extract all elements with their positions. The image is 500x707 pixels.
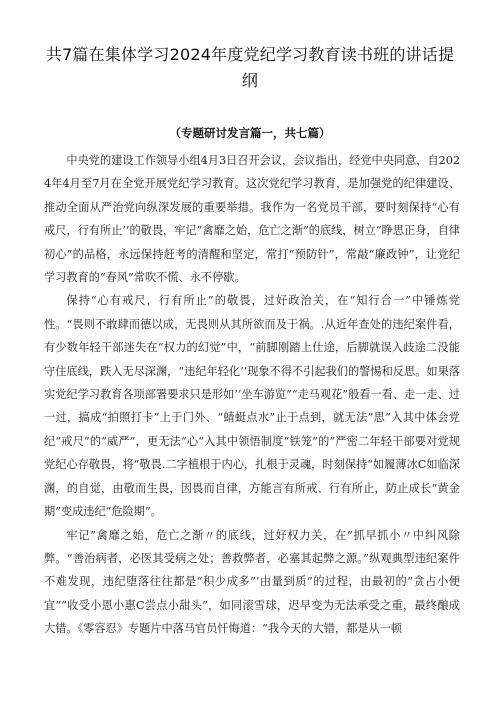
body-paragraph: 保持“心有戒尺，行有所止”的敬畏，过好政治关，在“知行合一”中锤炼党性。“畏则不敢肆而德以成，无畏则从其所欲而及于祸。.从近年查处的违纪案件看，有少数年轻干部迷失在“权力的幻觉”中，“前脚刚踏上仕途，后脚就误入歧途二没能守住底线，跌入无尽深渊，“违纪年轻化’’现象不得不引起我们的警惕和反思。如果落实党纪学习教育各项部署要求只是形如’’坐车游览”“走马观花”般看一看、走一走、过一过，搞成“拍照打卡”上于门外、“蜻蜓点水”止于点到，就无法”思”入其中体会党纪“戒尺”的“威严”，更无法“心“入其中领悟制度“铁笼”的”严密二年轻干部要对党规党纪心存敬畏，将“敬畏.二字植根于内心，扎根于灵魂，时刻保持“如履薄冰C如临深渊，的自觉，由敬而生畏，因畏而自律，方能言有所戒、行有所止，防止成长“黄金期”变成违纪“危险期”。: [44, 294, 460, 519]
body-paragraph: 牢记”禽靡之始，危亡之渐〃的底线，过好权力关，在”抓早抓小〃中纠风除弊。“善治病者，必医其受病之处；善救弊者，必塞其起弊之源。”纵观典型违纪案件不难发现，违纪堕落往往都是“积少成多”’由量到质”的过程，由最初的“贪占小便宜”“收受小恩小惠C尝点小甜头”，如同滚雪球，迟早变为无法承受之重，最终酿成大错。《零容忍》专题片中落马官员忏悔道：“我今天的大错，都是从一顿: [44, 528, 460, 636]
document-title: 共7篇在集体学习2024年度党纪学习教育读书班的讲话提纲: [45, 45, 455, 90]
document-subtitle: （专题研讨发言篇一，共七篇）: [169, 126, 331, 140]
body-paragraph: 中央党的建设工作领导小组4月3日召开会议，会议指出，经党中央同意，自2024年4月至7月在全党开展党纪学习教育。这次党纪学习教育，是加强党的纪律建设、推动全面从严治党向纵深发展的重要举措。我作为一名党员干部，要时刻保持“心有戒尺，行有所止’’的敬畏，牢记”禽靡之始，危亡之渐”的底线，树立“睁思正身，自律初心”的品格，永远保持赶考的清醒和坚定，常打“预防针”，常敲“廉政钟”，让党纪学习教育的“春风”常吹不慌、永不停歇。: [44, 154, 460, 285]
document-body: [44, 149, 460, 641]
